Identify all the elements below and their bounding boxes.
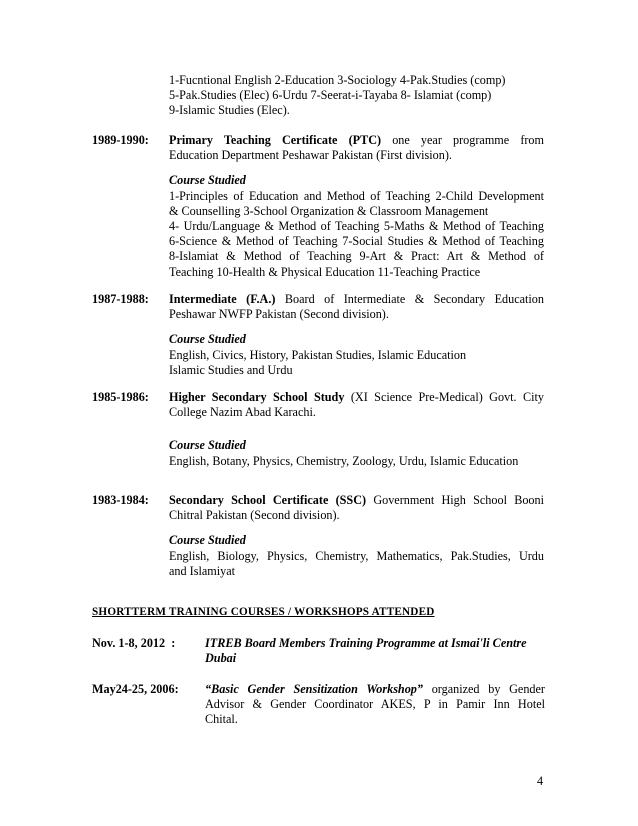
training-line: Chital.	[205, 712, 238, 727]
ssc-title: Secondary School Certificate (SSC)	[169, 493, 367, 507]
fa-entry	[169, 292, 544, 378]
subject-line: 1-Fucntional English 2-Education 3-Sociology 4-Pak.Studies (comp)	[169, 73, 506, 87]
fa-line-2: Peshawar NWFP Pakistan (Second division).	[169, 307, 389, 322]
ptc-line-2: Education Department Peshawar Pakistan (First division).	[169, 148, 452, 163]
training-title-line: Dubai	[205, 651, 237, 666]
training-entry	[205, 682, 545, 728]
page-number: 4	[537, 774, 544, 788]
training-entry	[205, 636, 545, 666]
hss-line-2: College Nazim Abad Karachi.	[169, 405, 316, 420]
ptc-year: 1989-1990:	[92, 133, 149, 147]
fa-course-label: Course Studied	[169, 332, 246, 347]
hss-course-line: English, Botany, Physics, Chemistry, Zoology, Urdu, Islamic Education	[169, 453, 519, 468]
ptc-title: Primary Teaching Certificate (PTC)	[169, 133, 382, 147]
ssc-line-2: Chitral Pakistan (Second division).	[169, 508, 340, 523]
hss-course-label: Course Studied	[169, 438, 246, 453]
ssc-course-line: and Islamiyat	[169, 563, 235, 578]
training-line: Advisor & Gender Coordinator AKES, P in Pamir Inn Hotel	[205, 697, 545, 712]
training-date: May24-25, 2006:	[92, 682, 179, 696]
ssc-line1-rest: Government High School Booni	[366, 493, 544, 507]
hss-entry	[169, 390, 544, 469]
training-line1-rest: organized by Gender	[423, 682, 545, 696]
hss-line-1	[169, 390, 544, 405]
fa-course-line: Islamic Studies and Urdu	[169, 362, 293, 377]
ptc-course-line: 6-Science & Method of Teaching 7-Social Studies & Method of Teaching	[169, 234, 544, 249]
top-subjects	[169, 73, 549, 119]
subject-line: 5-Pak.Studies (Elec) 6-Urdu 7-Seerat-i-Tayaba 8- Islamiat (comp)	[169, 88, 492, 103]
fa-title: Intermediate (F.A.)	[169, 292, 276, 306]
ptc-course-line: & Counselling 3-School Organization & Classroom Management	[169, 203, 489, 218]
fa-line1-rest: Board of Intermediate & Secondary Education	[275, 292, 544, 306]
ssc-line-1	[169, 493, 544, 508]
ptc-course-label: Course Studied	[169, 173, 246, 188]
hss-year: 1985-1986:	[92, 390, 149, 404]
ptc-course-line: 1-Principles of Education and Method of Teaching 2-Child Development	[169, 188, 544, 203]
fa-year: 1987-1988:	[92, 292, 149, 306]
subject-line: 9-Islamic Studies (Elec).	[169, 103, 290, 118]
ptc-line1-rest: one year programme from	[381, 133, 545, 147]
training-title-line: ITREB Board Members Training Programme at Ismai'li Centre	[205, 636, 527, 650]
ptc-course-line: 4- Urdu/Language & Method of Teaching 5-Maths & Method of Teaching	[169, 219, 544, 234]
ptc-course-line: 8-Islamiat & Method of Teaching 9-Art & Pract: Art & Method of	[169, 249, 544, 264]
ssc-year: 1983-1984:	[92, 493, 149, 507]
ssc-course-line: English, Biology, Physics, Chemistry, Mathematics, Pak.Studies, Urdu	[169, 548, 544, 563]
fa-line-1	[169, 292, 544, 307]
hss-title: Higher Secondary School Study	[169, 390, 345, 404]
training-date: Nov. 1-8, 2012 :	[92, 636, 176, 650]
ptc-entry	[169, 133, 544, 280]
ptc-line-1	[169, 133, 544, 148]
ssc-entry	[169, 493, 544, 579]
hss-line1-rest: (XI Science Pre-Medical) Govt. City	[344, 390, 544, 404]
fa-course-line: English, Civics, History, Pakistan Studies, Islamic Education	[169, 347, 467, 362]
ptc-course-line: Teaching 10-Health & Physical Education 11-Teaching Practice	[169, 264, 481, 279]
training-title: “Basic Gender Sensitization Workshop”	[205, 682, 423, 696]
training-line-1	[205, 682, 545, 697]
training-heading: SHORTTERM TRAINING COURSES / WORKSHOPS ATTENDED	[92, 606, 435, 618]
ssc-course-label: Course Studied	[169, 533, 246, 548]
